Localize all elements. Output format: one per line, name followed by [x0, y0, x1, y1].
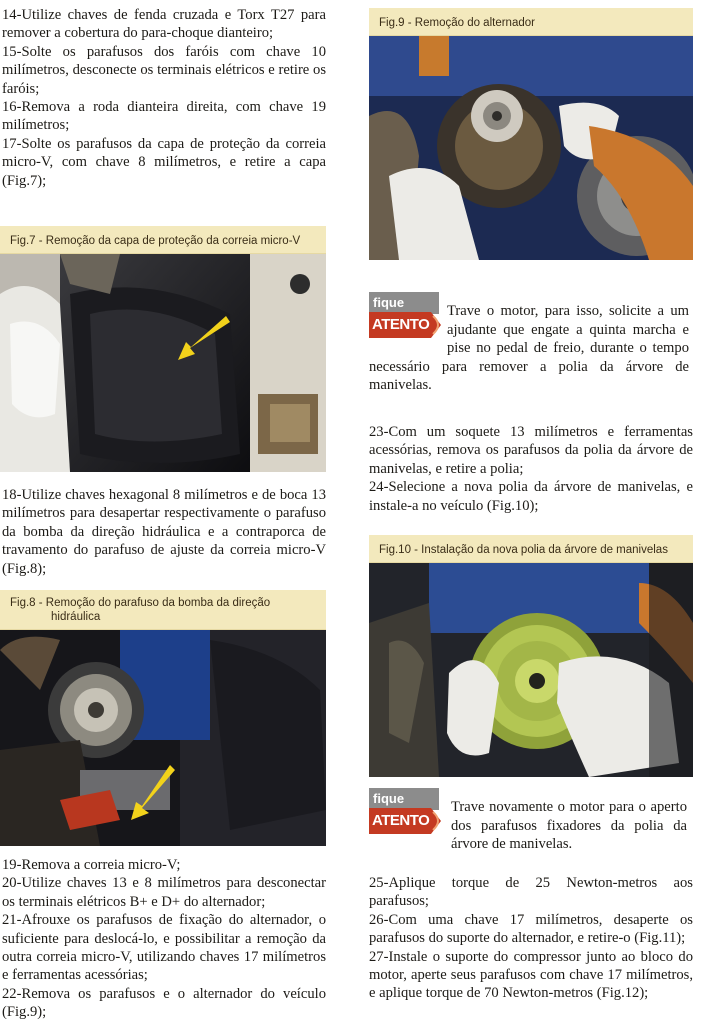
step-23: 23-Com um soquete 13 milímetros e ferramentas acessórias, remova os parafusos da polia da árvore de manivelas, e retire a polia; — [369, 424, 693, 477]
fig8-caption — [0, 590, 326, 630]
fig7-photo — [0, 254, 326, 472]
atento-badge-text: ATENTO — [372, 812, 430, 829]
notice-2-body: Trave novamente o motor para o aperto dos parafusos fixadores da polia da árvore de manivelas. — [451, 799, 687, 853]
step-25: 25-Aplique torque de 25 Newton-metros aos parafusos; — [369, 875, 693, 910]
notice-1-text — [369, 302, 689, 395]
step-19: 19-Remova a correia micro-V; — [2, 857, 181, 873]
fig8-caption-line2: hidráulica — [51, 611, 101, 623]
atento-badge-text: ATENTO — [372, 316, 430, 333]
notice-2 — [369, 788, 693, 858]
notice-1 — [369, 292, 693, 392]
fig9-photo — [369, 36, 693, 260]
step-27: 27-Instale o suporte do compressor junto ao bloco do motor, aperte seus parafusos com chave 17 milímetros, e aplique torque de 70 Newton-metros (Fig.12); — [369, 948, 693, 1002]
step-17: 17-Solte os parafusos da capa de proteção da correia micro-V, com chave 8 milímetros, e retire a capa (Fig.7); — [2, 135, 326, 189]
fig7-caption: Fig.7 - Remoção da capa de proteção da correia micro-V — [0, 226, 326, 254]
steps-19-22 — [2, 856, 326, 1022]
fig8-photo — [0, 630, 326, 846]
fig9-caption: Fig.9 - Remoção do alternador — [369, 8, 693, 36]
step-18-text: 18-Utilize chaves hexagonal 8 milímetros e de boca 13 milímetros para desapertar respectivamente o parafuso da bomba da direção hidráulica e a contraporca de travamento do parafuso de ajuste da correia micro-V (Fig.8); — [2, 487, 326, 577]
step-20: 20-Utilize chaves 13 e 8 milímetros para desconectar os terminais elétricos B+ e D+ do alternador; — [2, 875, 326, 910]
step-18 — [2, 486, 326, 578]
step-24: 24-Selecione a nova polia da árvore de manivelas, e instale-a no veículo (Fig.10); — [369, 479, 693, 514]
step-26: 26-Com uma chave 17 milímetros, desaperte os parafusos do suporte do alternador, e retire-o (Fig.11); — [369, 911, 693, 947]
step-16: 16-Remova a roda dianteira direita, com chave 19 milímetros; — [2, 99, 326, 134]
steps-14-17 — [2, 6, 326, 190]
step-14: 14-Utilize chaves de fenda cruzada e Torx T27 para remover a cobertura do para-choque dianteiro; — [2, 7, 326, 42]
steps-25-27 — [369, 874, 693, 1003]
fique-badge-text: fique — [373, 791, 405, 806]
step-21: 21-Afrouxe os parafusos de fixação do alternador, o suficiente para deslocá-lo, e possibilitar a remoção da outra correia micro-V, utilizando chaves 17 milímetros e ferramentas acessórias; — [2, 912, 326, 984]
step-15: 15-Solte os parafusos dos faróis com chave 10 milímetros, desconecte os terminais elétricos e retire os faróis; — [2, 43, 326, 97]
notice-2-text — [451, 798, 687, 854]
steps-23-24 — [369, 423, 693, 515]
fig10-caption: Fig.10 - Instalação da nova polia da árvore de manivelas — [369, 535, 693, 563]
fig8-caption-line1: Fig.8 - Remoção do parafuso da bomba da direção — [10, 597, 271, 609]
notice-1-body: Trave o motor, para isso, solicite a um ajudante que engate a quinta marcha e pise no pedal de freio, durante o tempo necessário para remover a polia da árvore de manivelas. — [369, 303, 689, 394]
fique-badge-text: fique — [373, 295, 405, 310]
step-22: 22-Remova os parafusos e o alternador do veículo (Fig.9); — [2, 985, 326, 1021]
fig10-photo — [369, 563, 693, 777]
